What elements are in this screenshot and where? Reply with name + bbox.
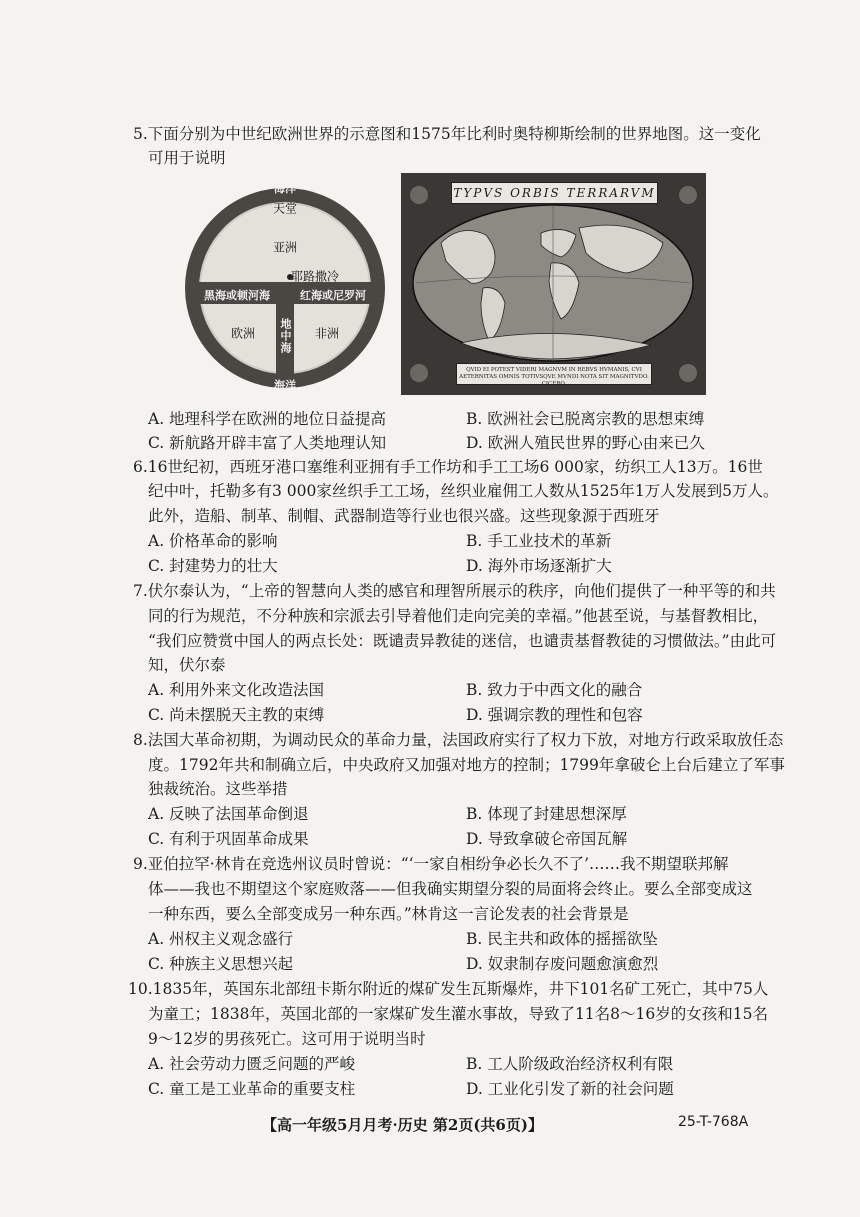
- world-map-drawing: [401, 173, 706, 395]
- map1-ocean-top-label: 海洋: [274, 182, 296, 195]
- q8-option-a: A. 反映了法国革命倒退: [148, 805, 309, 823]
- q6-option-a: A. 价格革命的影响: [148, 532, 278, 550]
- world-map-caption: QVID EI POTEST VIDERI MAGNVM IN REBVS HVMANIS, CVI AETERNITAS OMNIS TOTIVSQVE MVNDI NOTA SIT MAGNITVDO. CICERO.: [456, 363, 652, 385]
- q5-option-a: A. 地理科学在欧洲的地位日益提高: [148, 410, 387, 428]
- map1-asia-label: 亚洲: [272, 240, 298, 255]
- q10-stem-line-1: 10.1835年，英国东北部纽卡斯尔附近的煤矿发生瓦斯爆炸，井下101名矿工死亡，其中75人: [128, 980, 769, 998]
- q7-option-c: C. 尚未摆脱天主教的束缚: [148, 706, 325, 724]
- q9-stem-line-3: 一种东西，要么全部变成另一种东西。”林肯这一言论发表的社会背景是: [148, 905, 629, 923]
- map1-paradise-label: 天堂: [272, 201, 298, 216]
- q6-option-d: D. 海外市场逐渐扩大: [466, 557, 612, 575]
- q5-option-b: B. 欧洲社会已脱离宗教的思想束缚: [466, 410, 705, 428]
- q7-option-b: B. 致力于中西文化的融合: [466, 681, 643, 699]
- ortelius-world-map: [401, 173, 706, 395]
- q6-option-c: C. 封建势力的壮大: [148, 557, 278, 575]
- q8-option-d: D. 导致拿破仑帝国瓦解: [466, 830, 628, 848]
- q5-option-d: D. 欧洲人殖民世界的野心由来已久: [466, 434, 705, 452]
- q9-option-c: C. 种族主义思想兴起: [148, 955, 294, 973]
- q7-option-a: A. 利用外来文化改造法国: [148, 681, 325, 699]
- q5-stem-line-2: 可用于说明: [148, 149, 226, 167]
- map1-africa-label: 非洲: [314, 326, 340, 341]
- q10-stem-line-3: 9～12岁的男孩死亡。这可用于说明当时: [148, 1030, 426, 1048]
- q8-stem-line-3: 独裁统治。这些举措: [148, 780, 288, 798]
- map1-right-bar-label: 红海或尼罗河: [300, 289, 366, 302]
- q6-option-b: B. 手工业技术的革新: [466, 532, 612, 550]
- map1-jerusalem-label: 耶路撒冷: [290, 269, 340, 284]
- q10-option-b: B. 工人阶级政治经济权利有限: [466, 1055, 674, 1073]
- q6-stem-line-2: 纪中叶，托勒多有3 000家丝织手工工场，丝织业雇佣工人数从1525年1万人发展到5万人。: [148, 482, 779, 500]
- q10-option-a: A. 社会劳动力匮乏问题的严峻: [148, 1055, 356, 1073]
- q9-stem-line-2: 体——我也不期望这个家庭败落——但我确实期望分裂的局面将会终止。要么全部变成这: [148, 880, 753, 898]
- t-o-map: [185, 178, 385, 396]
- q7-stem-line-1: 7.伏尔泰认为，“上帝的智慧向人类的感官和理智所展示的秩序，向他们提供了一种平等的和共: [133, 582, 776, 600]
- q8-option-b: B. 体现了封建思想深厚: [466, 805, 627, 823]
- q9-stem-line-1: 9.亚伯拉罕·林肯在竞选州议员时曾说：“‘一家自相纷争必长久不了’……我不期望联邦解: [133, 855, 729, 873]
- world-map-title: TYPVS ORBIS TERRARVM: [451, 182, 658, 204]
- q7-option-d: D. 强调宗教的理性和包容: [466, 706, 643, 724]
- q6-stem-line-3: 此外，造船、制革、制帽、武器制造等行业也很兴盛。这些现象源于西班牙: [148, 507, 660, 525]
- q10-option-d: D. 工业化引发了新的社会问题: [466, 1080, 674, 1098]
- q7-stem-line-4: 知，伏尔泰: [148, 656, 226, 674]
- q10-stem-line-2: 为童工；1838年，英国北部的一家煤矿发生灌水事故，导致了11名8～16岁的女孩和15名: [148, 1005, 768, 1023]
- q8-stem-line-1: 8.法国大革命初期，为调动民众的革命力量，法国政府实行了权力下放，对地方行政采取放任态: [133, 731, 784, 749]
- paper-code: 25-T-768A: [678, 1114, 749, 1130]
- map1-ocean-bottom-label: 海洋: [274, 379, 296, 392]
- q7-stem-line-2: 同的行为规范，不分种族和宗派去引导着他们走向完美的幸福。”他甚至说，与基督教相比，: [148, 607, 769, 625]
- q10-option-c: C. 童工是工业革命的重要支柱: [148, 1080, 356, 1098]
- map1-left-bar-label: 黑海或顿河海: [204, 289, 270, 302]
- map1-mediterranean-label: 地中海: [279, 318, 292, 354]
- q8-stem-line-2: 度。1792年共和制确立后，中央政府又加强对地方的控制；1799年拿破仑上台后建立了军事: [148, 756, 785, 774]
- map1-europe-label: 欧洲: [230, 326, 256, 341]
- q9-option-a: A. 州权主义观念盛行: [148, 930, 294, 948]
- q5-stem-line-1: 5.下面分别为中世纪欧洲世界的示意图和1575年比利时奥特柳斯绘制的世界地图。这一变化: [133, 125, 761, 143]
- q9-option-b: B. 民主共和政体的摇摇欲坠: [466, 930, 658, 948]
- q7-stem-line-3: “我们应赞赏中国人的两点长处：既谴责异教徒的迷信，也谴责基督教徒的习惯做法。”由此可: [148, 632, 777, 650]
- q8-option-c: C. 有利于巩固革命成果: [148, 830, 309, 848]
- q6-stem-line-1: 6.16世纪初，西班牙港口塞维利亚拥有手工作坊和手工工场6 000家，纺织工人13万。16世: [133, 458, 763, 476]
- q5-option-c: C. 新航路开辟丰富了人类地理认知: [148, 434, 387, 452]
- page-footer: 【高一年级5月月考·历史 第2页(共6页)】: [262, 1116, 543, 1134]
- q9-option-d: D. 奴隶制存废问题愈演愈烈: [466, 955, 659, 973]
